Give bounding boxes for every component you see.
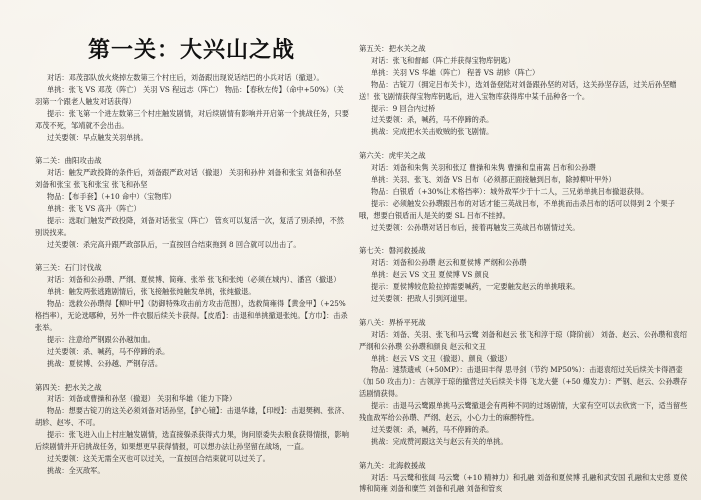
section-line: 对话：刘备、关羽、张飞和马云鹭 刘备和赵云 张飞和淳于琼（降阶前） 刘备、赵云、公孙瓒和袁绍 严纲和公孙瓒 公孙瓒和颜良 赵云和文丑: [359, 329, 687, 351]
section-line: 对话：马云鹭和张闿 马云鹭（+10 精神力）和孔融 刘备和夏侯博 孔融和武安国 孔融和太史慈 夏侯博和简雍 刘备和糜竺 刘备和孔融 刘备和管亥: [359, 472, 688, 494]
section-line: 对话：触发严政投降的条件后，刘备跟严政对话（撤退） 关羽和孙仲 刘备和张宝 刘备和孙坚 刘备和张宝 张飞和张宝 张飞和孙坚: [35, 168, 342, 190]
section-line: 提示：张飞第一个进左数第三个村庄触发剧情，对后续剧情有影响并开启第一个挑战任务，只要邓茂不死，邹靖就不会出击。: [35, 108, 349, 130]
level-section: [359, 460, 689, 496]
section-heading: 第四关：把水关之战: [35, 382, 102, 392]
section-line: 单挑：赵云 VS 文丑（撤退）、颜良（撤退）: [371, 353, 512, 363]
section-line: 物品：古锭刀（拥定吕布关卡），选刘备登陆对刘备跟孙坚的对话，这关孙坚存活，过关后孙坚赠送！张飞剧情获得宝物库钥匙后，进入宝物库获得库中某千品种各一个。: [359, 79, 677, 101]
section-line: 提示：必须触发公孙瓒跟吕布的对话才能三英战吕布，不单挑而击杀吕布的话可以得到 2 个果子哦，想要白银盾而人是关的要 SL 吕布不挂掉。: [359, 198, 675, 220]
page-title: 第一关：大兴山之战: [88, 38, 296, 63]
section-heading: 第九关：北海救援战: [359, 460, 426, 470]
section-gap: [35, 370, 350, 382]
section-line: 物品：选救公孙瓒得【柳叶甲】（防御特殊攻击前方攻击范围），选救简雍得【黄金甲】（+25%格挡率），无论选哪种，另外一件衣服后续关卡获得。【皮盾】：击退和单挑撤退张纯。【方巾】：击杀张举。: [35, 299, 348, 332]
level-section: [359, 317, 689, 448]
section-line: 挑战：完成把水关击败贼的张飞剧情。: [371, 127, 494, 137]
section-heading: 第二关：曲阳攻击战: [35, 156, 102, 166]
section-gap: [35, 251, 350, 263]
section-line: 对话：张飞和督邮（阵亡并获得宝物库钥匙）: [371, 55, 515, 65]
left-column: [35, 72, 350, 477]
section-line: 单挑：张飞 VS 高升（阵亡）: [47, 203, 141, 213]
section-heading: 第八关：界桥平死战: [359, 317, 426, 327]
section-line: 单挑：触发两张逃跑剧情后，张飞接触张纯触发单挑，张纯撤退。: [47, 287, 256, 297]
level-section: [359, 245, 689, 305]
section-line: 对话：刘备和朱隽 关羽和张辽 曹操和朱隽 曹操和皇甫嵩 吕布和公孙瓒: [371, 163, 596, 173]
section-heading: 第三关：石门讨伐战: [35, 263, 102, 273]
section-line: 提示：选取门触发严政投降，刘备对话张宝（阵亡） 管亥可以复活一次，复活了别杀掉，不然别说找来。: [35, 215, 344, 237]
section-heading: 第七关：磐河救援战: [359, 246, 426, 256]
section-line: 过关要领：把敌人引到河道里。: [371, 294, 472, 303]
section-line: 对话：刘备或曹操和孙坚（撤退） 关羽和华雄（能力下降）: [47, 394, 237, 404]
section-line: 挑战：完成赞河跟这关与赵云有关的单挑。: [371, 436, 508, 446]
section-line: 挑战：夏侯博、公孙越、严钢存活。: [47, 358, 163, 368]
section-line: 提示：9 回合内过桥: [371, 103, 436, 113]
section-line: 过关要领：杀、喊药，马不停蹄的杀。: [47, 346, 170, 356]
section-line: 过关要领：杀，喊药，马不停蹄的杀。: [371, 115, 494, 125]
level-section: [35, 72, 350, 143]
section-line: 过关要领：杀，喊药，马不停蹄的杀。: [371, 424, 494, 434]
level-section: [359, 43, 689, 138]
level-section: [359, 150, 689, 233]
section-line: 挑战：全灭敌军。: [47, 465, 105, 475]
section-heading: 第五关：把水关之战: [359, 44, 426, 53]
section-line: 物品：想要古锭刀的这关必须刘备对话孙坚，【护心镜】：击退华雄，【印绶】：击退樊稠、张济、胡轸、赵岑、不可。: [35, 406, 349, 428]
level-section: [35, 382, 350, 477]
section-line: 对话：刘备和公孙瓒、严纲、夏侯博、简雍、张举 张飞和张纯（必须在城内）、潘宫（撤退）: [47, 275, 341, 285]
level-section: [35, 155, 350, 250]
section-line: 对话：邓茂部队放火烧掉左数第三个村庄后，刘备跟出现说话结巴的小兵对话（撤退）。: [47, 73, 324, 82]
section-line: 单挑：赵云 VS 文丑 夏侯博 VS 颜良: [371, 270, 489, 280]
section-line: 提示：击退马云鹭跟单挑马云鹭撤退会有两种不同的过场剧情，大家有空可以去欣赏一下，适当留些残血敌军给公孙瓒、严纲、赵云，小心力士的麻醉特性。: [359, 401, 688, 423]
section-line: 物品：【布手套】（+10 命中）（宝物库）: [47, 192, 176, 202]
section-line: 单挑：关羽 VS 华雄（阵亡） 程普 VS 胡轸（阵亡）: [371, 67, 540, 77]
section-gap: [359, 138, 689, 150]
section-gap: [35, 143, 350, 155]
section-line: 提示：夏侯博较危险拉掉需要喊药，一定要触发赵云的单挑哦来。: [371, 282, 580, 292]
section-gap: [359, 305, 689, 317]
section-line: 对话：刘备和公孙瓒 赵云和夏侯博 严纲和公孙瓒: [371, 258, 527, 268]
section-heading: 第六关：虎牢关之战: [359, 151, 426, 161]
section-line: 提示：注意给严钢跟公孙越加血。: [47, 334, 155, 344]
section-gap: [359, 448, 689, 460]
section-line: 物品：白银盾（+30%让术格挡率）：城外敌军少于十二人，三兄弟单挑吕布撤退获得。: [371, 186, 649, 196]
section-line: 过关要领：这关无需全灭也可以过关，一直按回合结束就可以过关了。: [47, 453, 270, 463]
section-line: 单挑：关羽、张飞、刘备 VS 吕布（必须都正面接触到吕布，除掉柳叶甲外）: [371, 174, 616, 184]
section-line: 过关要领：杀完高升跟严政部队后，一直按回合结束拖到 8 回合就可以出击了。: [47, 239, 301, 249]
section-line: 过关要领：早点触发关羽单挑。: [47, 132, 148, 142]
section-line: 提示：张飞进入山上村庄触发剧情，选直接躲杀获得式力果，询问原委失去粮食获得情报，影响后续剧情并开启挑战任务，如果想更早获得情报，可以想办法让孙坚留在战场，一直。: [35, 430, 349, 452]
right-column: [359, 43, 689, 495]
section-line: 单挑：张飞 VS 邓茂（阵亡） 关羽 VS 程远志（阵亡） 物品：【春秋左传】（命中+50%）（关羽第一个跟老人触发对话获得）: [35, 84, 344, 106]
level-section: [35, 262, 350, 369]
section-line: 过关要领：公孙瓒对话吕布后，接着再触发三英战吕布剧情过关。: [371, 222, 580, 232]
section-gap: [359, 233, 689, 245]
section-line: 物品：速禁遗戒（+50MP）：击退田丰得 思寻剑（节约 MP50%）：击退袁绍过关后续关卡得酒壶（加 50 攻击力）：古领淳于琼的撤营过关后续关卡得 飞龙大甍（+50 爆发力）：严钢、赵云、公孙瓒存活剧情获得。: [359, 365, 688, 399]
